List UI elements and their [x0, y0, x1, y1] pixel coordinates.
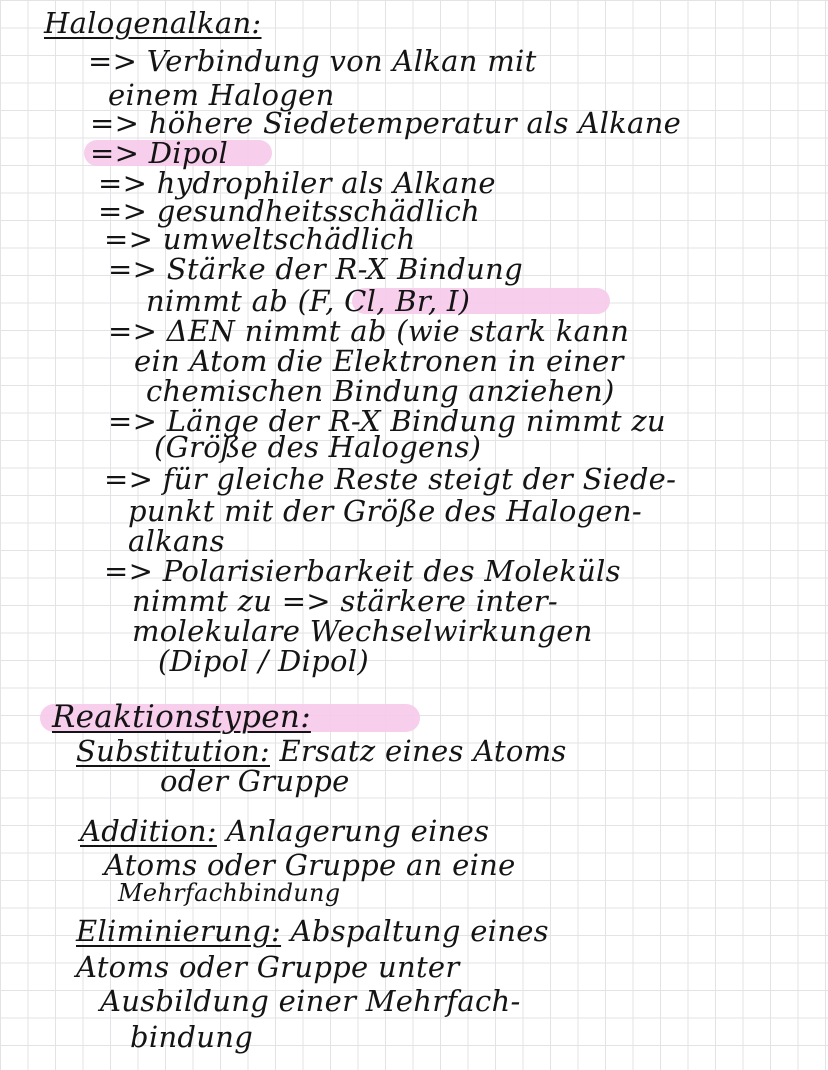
term-addition: Addition: — [80, 814, 217, 848]
note-line: => umweltschädlich — [104, 222, 416, 256]
note-line: Atoms oder Gruppe unter — [76, 950, 460, 984]
term-substitution: Substitution: — [76, 734, 270, 768]
note-line: nimmt zu => stärkere inter- — [132, 584, 559, 618]
note-line: => hydrophiler als Alkane — [98, 166, 496, 200]
note-line: bindung — [130, 1020, 254, 1054]
note-line: => Dipol — [90, 136, 229, 170]
note-line: => für gleiche Reste steigt der Siede- — [104, 462, 677, 496]
reaction-substitution — [76, 734, 567, 768]
note-line: Atoms oder Gruppe an eine — [104, 848, 516, 882]
note-line: einem Halogen — [108, 78, 335, 112]
definition-text: Ersatz eines Atoms — [279, 734, 567, 768]
reaction-addition — [80, 814, 489, 848]
term-eliminierung: Eliminierung: — [76, 914, 282, 948]
note-line: chemischen Bindung anziehen) — [146, 374, 615, 408]
note-line: nimmt ab (F, Cl, Br, I) — [146, 284, 471, 318]
section-title-reaktionstypen: Reaktionstypen: — [52, 699, 311, 735]
note-line: => ΔEN nimmt ab (wie stark kann — [108, 314, 630, 348]
note-line: molekulare Wechselwirkungen — [132, 614, 593, 648]
section-title-halogenalkane: Halogenalkan: — [44, 6, 262, 40]
note-line: oder Gruppe — [160, 764, 350, 798]
note-line: punkt mit der Größe des Halogen- — [128, 494, 642, 528]
note-line: alkans — [128, 524, 225, 558]
note-line: (Dipol / Dipol) — [158, 644, 369, 678]
definition-text: Anlagerung eines — [226, 814, 490, 848]
note-line: (Größe des Halogens) — [154, 430, 482, 464]
note-line: Ausbildung einer Mehrfach- — [100, 984, 521, 1018]
note-line: => Polarisierbarkeit des Moleküls — [104, 554, 621, 588]
note-line: => höhere Siedetemperatur als Alkane — [90, 106, 682, 140]
note-line: => Stärke der R-X Bindung — [108, 252, 523, 286]
reaction-elimination — [76, 914, 549, 948]
note-line: ein Atom die Elektronen in einer — [134, 344, 624, 378]
note-line: => gesundheitsschädlich — [98, 194, 481, 228]
note-line: => Verbindung von Alkan mit — [88, 44, 537, 78]
definition-text: Abspaltung eines — [290, 914, 549, 948]
note-line: => Länge der R-X Bindung nimmt zu — [108, 404, 666, 438]
note-line: Mehrfachbindung — [118, 879, 341, 907]
